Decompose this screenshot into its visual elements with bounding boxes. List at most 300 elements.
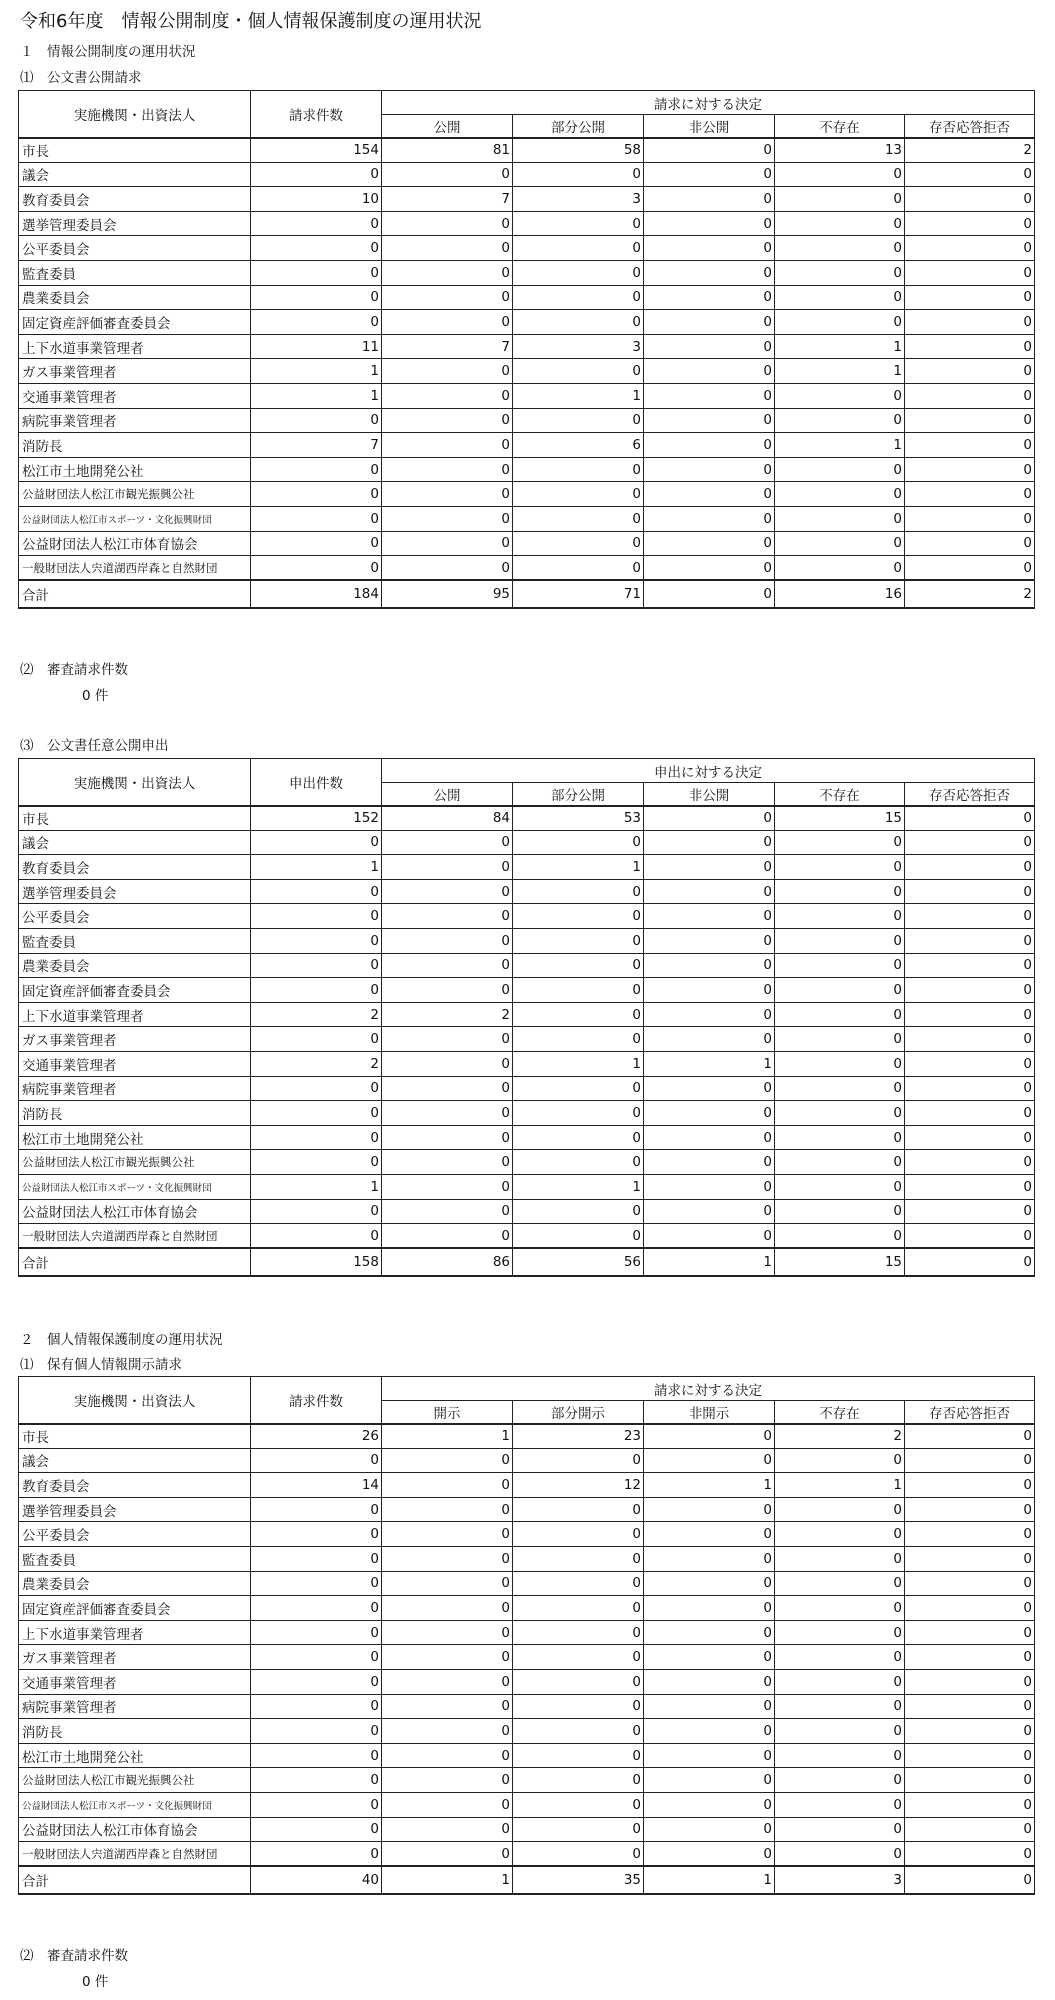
value-cell: 0	[775, 855, 905, 880]
value-cell: 0	[251, 1076, 382, 1101]
value-cell: 0	[251, 953, 382, 978]
value-cell: 0	[382, 236, 513, 261]
table-row	[19, 1002, 1035, 1027]
value-cell: 0	[775, 1002, 905, 1027]
value-cell: 0	[513, 1596, 644, 1621]
value-cell: 14	[251, 1473, 382, 1498]
value-cell: 0	[905, 1051, 1035, 1076]
table-row	[19, 383, 1035, 408]
value-cell: 0	[905, 1645, 1035, 1670]
value-cell: 0	[775, 830, 905, 855]
value-cell: 0	[775, 310, 905, 335]
value-cell: 0	[251, 1694, 382, 1719]
org-name-cell: 一般財団法人宍道湖西岸森と自然財団	[19, 1224, 251, 1249]
org-name-cell: 教育委員会	[19, 187, 251, 212]
value-cell: 0	[905, 211, 1035, 236]
page-title: 令和6年度 情報公開制度・個人情報保護制度の運用状況	[20, 11, 482, 32]
table-row	[19, 211, 1035, 236]
value-cell: 0	[382, 855, 513, 880]
value-cell: 84	[382, 806, 513, 831]
table-row	[19, 433, 1035, 458]
value-cell: 0	[251, 162, 382, 187]
value-cell: 0	[513, 1101, 644, 1126]
value-cell: 0	[905, 1248, 1035, 1276]
value-cell: 0	[775, 978, 905, 1003]
org-name-cell: 上下水道事業管理者	[19, 1002, 251, 1027]
value-cell: 53	[513, 806, 644, 831]
value-cell: 0	[382, 1842, 513, 1867]
value-cell: 0	[644, 334, 775, 359]
table-row	[19, 1125, 1035, 1150]
value-cell: 0	[905, 556, 1035, 581]
value-cell: 0	[382, 1719, 513, 1744]
value-cell: 0	[775, 1669, 905, 1694]
value-cell: 0	[513, 1571, 644, 1596]
value-cell: 0	[382, 433, 513, 458]
value-cell: 7	[382, 187, 513, 212]
value-cell: 0	[251, 1596, 382, 1621]
value-cell: 0	[382, 1620, 513, 1645]
org-name-cell: 監査委員	[19, 928, 251, 953]
value-cell: 1	[644, 1866, 775, 1894]
value-cell: 0	[644, 1497, 775, 1522]
value-cell: 0	[905, 879, 1035, 904]
value-cell: 2	[382, 1002, 513, 1027]
value-cell: 0	[775, 1027, 905, 1052]
value-cell: 0	[644, 1076, 775, 1101]
value-cell: 15	[775, 1248, 905, 1276]
table-row	[19, 879, 1035, 904]
value-cell: 0	[775, 1842, 905, 1867]
value-cell: 0	[382, 1743, 513, 1768]
value-cell: 0	[905, 310, 1035, 335]
value-cell: 0	[905, 855, 1035, 880]
value-cell: 0	[644, 1101, 775, 1126]
value-cell: 0	[644, 162, 775, 187]
value-cell: 0	[513, 1199, 644, 1224]
value-cell: 0	[644, 1792, 775, 1817]
value-cell: 0	[644, 1125, 775, 1150]
table-row	[19, 138, 1035, 163]
value-cell: 0	[382, 1792, 513, 1817]
value-cell: 0	[513, 879, 644, 904]
value-cell: 0	[382, 1150, 513, 1175]
org-name-cell: 固定資産評価審査委員会	[19, 310, 251, 335]
value-cell: 0	[513, 1620, 644, 1645]
value-cell: 0	[382, 1497, 513, 1522]
value-cell: 0	[251, 1768, 382, 1793]
value-cell: 0	[382, 1645, 513, 1670]
org-name-cell: 公益財団法人松江市観光振興公社	[19, 482, 251, 507]
value-cell: 0	[905, 830, 1035, 855]
value-cell: 0	[644, 904, 775, 929]
header-decision-col: 不存在	[775, 115, 905, 138]
value-cell: 0	[382, 1125, 513, 1150]
org-name-cell: 公益財団法人松江市体育協会	[19, 1817, 251, 1842]
header-org: 実施機関・出資法人	[19, 1377, 251, 1424]
table-row	[19, 580, 1035, 608]
table-row	[19, 1174, 1035, 1199]
value-cell: 0	[905, 1076, 1035, 1101]
value-cell: 1	[644, 1051, 775, 1076]
table-row	[19, 1051, 1035, 1076]
value-cell: 0	[513, 1027, 644, 1052]
value-cell: 0	[513, 260, 644, 285]
table-row	[19, 1743, 1035, 1768]
org-name-cell: 市長	[19, 1424, 251, 1449]
org-name-cell: 消防長	[19, 1719, 251, 1744]
value-cell: 2	[905, 580, 1035, 608]
value-cell: 0	[382, 978, 513, 1003]
value-cell: 0	[775, 187, 905, 212]
org-name-cell: 農業委員会	[19, 1571, 251, 1596]
value-cell: 26	[251, 1424, 382, 1449]
value-cell: 0	[905, 457, 1035, 482]
value-cell: 0	[513, 830, 644, 855]
value-cell: 184	[251, 580, 382, 608]
value-cell: 1	[382, 1424, 513, 1449]
table-row	[19, 1792, 1035, 1817]
value-cell: 0	[644, 1002, 775, 1027]
value-cell: 0	[513, 359, 644, 384]
value-cell: 0	[513, 928, 644, 953]
value-cell: 0	[513, 1669, 644, 1694]
value-cell: 0	[251, 1719, 382, 1744]
value-cell: 0	[775, 1571, 905, 1596]
header-decision-col: 存否応答拒否	[905, 1401, 1035, 1424]
value-cell: 1	[644, 1473, 775, 1498]
table-row	[19, 408, 1035, 433]
table-row	[19, 1768, 1035, 1793]
value-cell: 0	[251, 1743, 382, 1768]
value-cell: 1	[513, 383, 644, 408]
value-cell: 0	[644, 408, 775, 433]
value-cell: 158	[251, 1248, 382, 1276]
org-name-cell: 農業委員会	[19, 285, 251, 310]
value-cell: 0	[251, 1522, 382, 1547]
public-document-request-table	[18, 90, 1035, 609]
value-cell: 0	[775, 408, 905, 433]
value-cell: 3	[775, 1866, 905, 1894]
value-cell: 86	[382, 1248, 513, 1276]
value-cell: 0	[775, 1174, 905, 1199]
table-row	[19, 1497, 1035, 1522]
org-name-cell: 監査委員	[19, 1546, 251, 1571]
value-cell: 0	[775, 1768, 905, 1793]
org-name-cell: 消防長	[19, 433, 251, 458]
value-cell: 0	[905, 1596, 1035, 1621]
section1-sub2-value: 0 件	[82, 688, 109, 704]
value-cell: 0	[644, 1817, 775, 1842]
value-cell: 0	[644, 359, 775, 384]
value-cell: 0	[513, 1522, 644, 1547]
org-name-cell: 固定資産評価審査委員会	[19, 978, 251, 1003]
value-cell: 1	[251, 383, 382, 408]
value-cell: 0	[513, 904, 644, 929]
value-cell: 0	[775, 506, 905, 531]
value-cell: 0	[382, 1522, 513, 1547]
value-cell: 0	[905, 1101, 1035, 1126]
value-cell: 0	[905, 1424, 1035, 1449]
header-count: 申出件数	[251, 759, 382, 806]
org-name-cell: 松江市土地開発公社	[19, 1743, 251, 1768]
value-cell: 0	[251, 506, 382, 531]
org-name-cell: 公益財団法人松江市観光振興公社	[19, 1768, 251, 1793]
value-cell: 0	[382, 162, 513, 187]
value-cell: 7	[382, 334, 513, 359]
value-cell: 0	[251, 978, 382, 1003]
org-name-cell: 監査委員	[19, 260, 251, 285]
org-name-cell: 病院事業管理者	[19, 1694, 251, 1719]
org-name-cell: 議会	[19, 830, 251, 855]
org-name-cell: 市長	[19, 806, 251, 831]
value-cell: 15	[775, 806, 905, 831]
value-cell: 11	[251, 334, 382, 359]
value-cell: 0	[382, 879, 513, 904]
value-cell: 0	[513, 1694, 644, 1719]
value-cell: 0	[905, 1473, 1035, 1498]
table-row	[19, 855, 1035, 880]
table-row	[19, 1719, 1035, 1744]
value-cell: 0	[251, 1571, 382, 1596]
value-cell: 0	[775, 1645, 905, 1670]
value-cell: 152	[251, 806, 382, 831]
org-name-cell: 選挙管理委員会	[19, 211, 251, 236]
value-cell: 0	[382, 408, 513, 433]
header-count: 請求件数	[251, 91, 382, 138]
table-row	[19, 1842, 1035, 1867]
value-cell: 0	[382, 285, 513, 310]
value-cell: 0	[513, 978, 644, 1003]
value-cell: 0	[644, 433, 775, 458]
table-row	[19, 1448, 1035, 1473]
value-cell: 0	[644, 383, 775, 408]
value-cell: 2	[905, 138, 1035, 163]
value-cell: 0	[382, 1768, 513, 1793]
value-cell: 40	[251, 1866, 382, 1894]
value-cell: 0	[251, 531, 382, 556]
value-cell: 0	[251, 1150, 382, 1175]
value-cell: 0	[382, 1694, 513, 1719]
org-name-cell: 選挙管理委員会	[19, 1497, 251, 1522]
value-cell: 0	[905, 1199, 1035, 1224]
value-cell: 0	[382, 457, 513, 482]
value-cell: 0	[644, 953, 775, 978]
value-cell: 0	[382, 904, 513, 929]
value-cell: 95	[382, 580, 513, 608]
value-cell: 0	[382, 830, 513, 855]
value-cell: 0	[513, 1002, 644, 1027]
value-cell: 0	[251, 1669, 382, 1694]
value-cell: 0	[644, 1669, 775, 1694]
section1-sub3-label: ⑶ 公文書任意公開申出	[20, 738, 169, 754]
value-cell: 0	[775, 383, 905, 408]
table-row	[19, 1150, 1035, 1175]
table-row	[19, 556, 1035, 581]
value-cell: 0	[382, 310, 513, 335]
value-cell: 0	[775, 482, 905, 507]
table-row	[19, 1596, 1035, 1621]
value-cell: 1	[382, 1866, 513, 1894]
value-cell: 0	[513, 1448, 644, 1473]
table-row	[19, 830, 1035, 855]
org-name-cell: 合計	[19, 1248, 251, 1276]
value-cell: 0	[513, 506, 644, 531]
value-cell: 0	[251, 1497, 382, 1522]
value-cell: 0	[905, 1546, 1035, 1571]
value-cell: 0	[513, 211, 644, 236]
value-cell: 0	[251, 1792, 382, 1817]
value-cell: 0	[644, 1719, 775, 1744]
value-cell: 0	[382, 359, 513, 384]
header-decision-col: 不存在	[775, 1401, 905, 1424]
value-cell: 0	[382, 1174, 513, 1199]
value-cell: 0	[644, 928, 775, 953]
value-cell: 0	[513, 953, 644, 978]
value-cell: 0	[905, 806, 1035, 831]
value-cell: 0	[775, 285, 905, 310]
value-cell: 0	[251, 1199, 382, 1224]
header-decision-col: 部分開示	[513, 1401, 644, 1424]
value-cell: 0	[775, 1546, 905, 1571]
value-cell: 0	[644, 580, 775, 608]
value-cell: 0	[644, 457, 775, 482]
value-cell: 0	[905, 928, 1035, 953]
value-cell: 0	[905, 1768, 1035, 1793]
value-cell: 0	[251, 1027, 382, 1052]
value-cell: 0	[905, 334, 1035, 359]
voluntary-disclosure-table	[18, 758, 1035, 1277]
org-name-cell: 公益財団法人松江市スポーツ・文化振興財団	[19, 1174, 251, 1199]
value-cell: 0	[644, 1645, 775, 1670]
value-cell: 0	[775, 1719, 905, 1744]
org-name-cell: 議会	[19, 1448, 251, 1473]
table-row	[19, 1248, 1035, 1276]
value-cell: 2	[251, 1051, 382, 1076]
value-cell: 0	[382, 1199, 513, 1224]
value-cell: 0	[905, 1866, 1035, 1894]
header-decision-col: 部分公開	[513, 783, 644, 806]
header-org: 実施機関・出資法人	[19, 91, 251, 138]
table-row	[19, 953, 1035, 978]
header-decision-col: 非公開	[644, 783, 775, 806]
org-name-cell: 病院事業管理者	[19, 408, 251, 433]
org-name-cell: 上下水道事業管理者	[19, 1620, 251, 1645]
value-cell: 0	[644, 1768, 775, 1793]
value-cell: 0	[251, 211, 382, 236]
value-cell: 0	[905, 1448, 1035, 1473]
value-cell: 0	[905, 1669, 1035, 1694]
personal-info-disclosure-table	[18, 1376, 1035, 1895]
value-cell: 3	[513, 334, 644, 359]
header-decision-col: 非開示	[644, 1401, 775, 1424]
header-row	[19, 1377, 1035, 1401]
value-cell: 0	[775, 879, 905, 904]
value-cell: 0	[644, 1743, 775, 1768]
section2-sub2-label: ⑵ 審査請求件数	[20, 1948, 128, 1964]
table-row	[19, 162, 1035, 187]
org-name-cell: 公平委員会	[19, 1522, 251, 1547]
value-cell: 0	[644, 1596, 775, 1621]
value-cell: 0	[513, 1150, 644, 1175]
value-cell: 0	[644, 1694, 775, 1719]
value-cell: 0	[644, 1842, 775, 1867]
table-row	[19, 531, 1035, 556]
org-name-cell: 市長	[19, 138, 251, 163]
org-name-cell: 病院事業管理者	[19, 1076, 251, 1101]
value-cell: 0	[644, 260, 775, 285]
value-cell: 0	[905, 1002, 1035, 1027]
value-cell: 0	[513, 1768, 644, 1793]
value-cell: 0	[382, 928, 513, 953]
org-name-cell: 合計	[19, 1866, 251, 1894]
value-cell: 0	[513, 1792, 644, 1817]
header-count: 請求件数	[251, 1377, 382, 1424]
value-cell: 0	[905, 1497, 1035, 1522]
value-cell: 0	[513, 1224, 644, 1249]
value-cell: 0	[775, 904, 905, 929]
value-cell: 0	[644, 1174, 775, 1199]
value-cell: 58	[513, 138, 644, 163]
value-cell: 0	[644, 830, 775, 855]
header-decision-col: 存否応答拒否	[905, 783, 1035, 806]
value-cell: 0	[775, 1150, 905, 1175]
value-cell: 0	[905, 953, 1035, 978]
table-row	[19, 1546, 1035, 1571]
value-cell: 0	[644, 1522, 775, 1547]
value-cell: 0	[905, 1694, 1035, 1719]
org-name-cell: ガス事業管理者	[19, 359, 251, 384]
value-cell: 1	[775, 1473, 905, 1498]
value-cell: 0	[251, 1817, 382, 1842]
value-cell: 0	[775, 260, 905, 285]
value-cell: 0	[644, 1027, 775, 1052]
value-cell: 0	[382, 482, 513, 507]
value-cell: 0	[644, 1448, 775, 1473]
value-cell: 0	[251, 1620, 382, 1645]
value-cell: 1	[251, 1174, 382, 1199]
table-row	[19, 1027, 1035, 1052]
value-cell: 0	[251, 1546, 382, 1571]
org-name-cell: 公益財団法人松江市スポーツ・文化振興財団	[19, 1792, 251, 1817]
table-row	[19, 1669, 1035, 1694]
table-row	[19, 1571, 1035, 1596]
table-row	[19, 1645, 1035, 1670]
org-name-cell: 一般財団法人宍道湖西岸森と自然財団	[19, 1842, 251, 1867]
header-decision-col: 公開	[382, 115, 513, 138]
value-cell: 0	[775, 1497, 905, 1522]
value-cell: 1	[251, 855, 382, 880]
value-cell: 0	[251, 310, 382, 335]
org-name-cell: 公益財団法人松江市体育協会	[19, 1199, 251, 1224]
table-row	[19, 187, 1035, 212]
org-name-cell: 消防長	[19, 1101, 251, 1126]
value-cell: 1	[513, 1051, 644, 1076]
value-cell: 0	[644, 187, 775, 212]
value-cell: 0	[251, 236, 382, 261]
value-cell: 0	[382, 1473, 513, 1498]
value-cell: 0	[251, 830, 382, 855]
value-cell: 0	[905, 904, 1035, 929]
value-cell: 0	[775, 1596, 905, 1621]
value-cell: 0	[382, 1669, 513, 1694]
org-name-cell: 交通事業管理者	[19, 383, 251, 408]
table-row	[19, 359, 1035, 384]
value-cell: 0	[251, 1224, 382, 1249]
value-cell: 0	[644, 138, 775, 163]
value-cell: 0	[905, 482, 1035, 507]
value-cell: 0	[251, 1842, 382, 1867]
